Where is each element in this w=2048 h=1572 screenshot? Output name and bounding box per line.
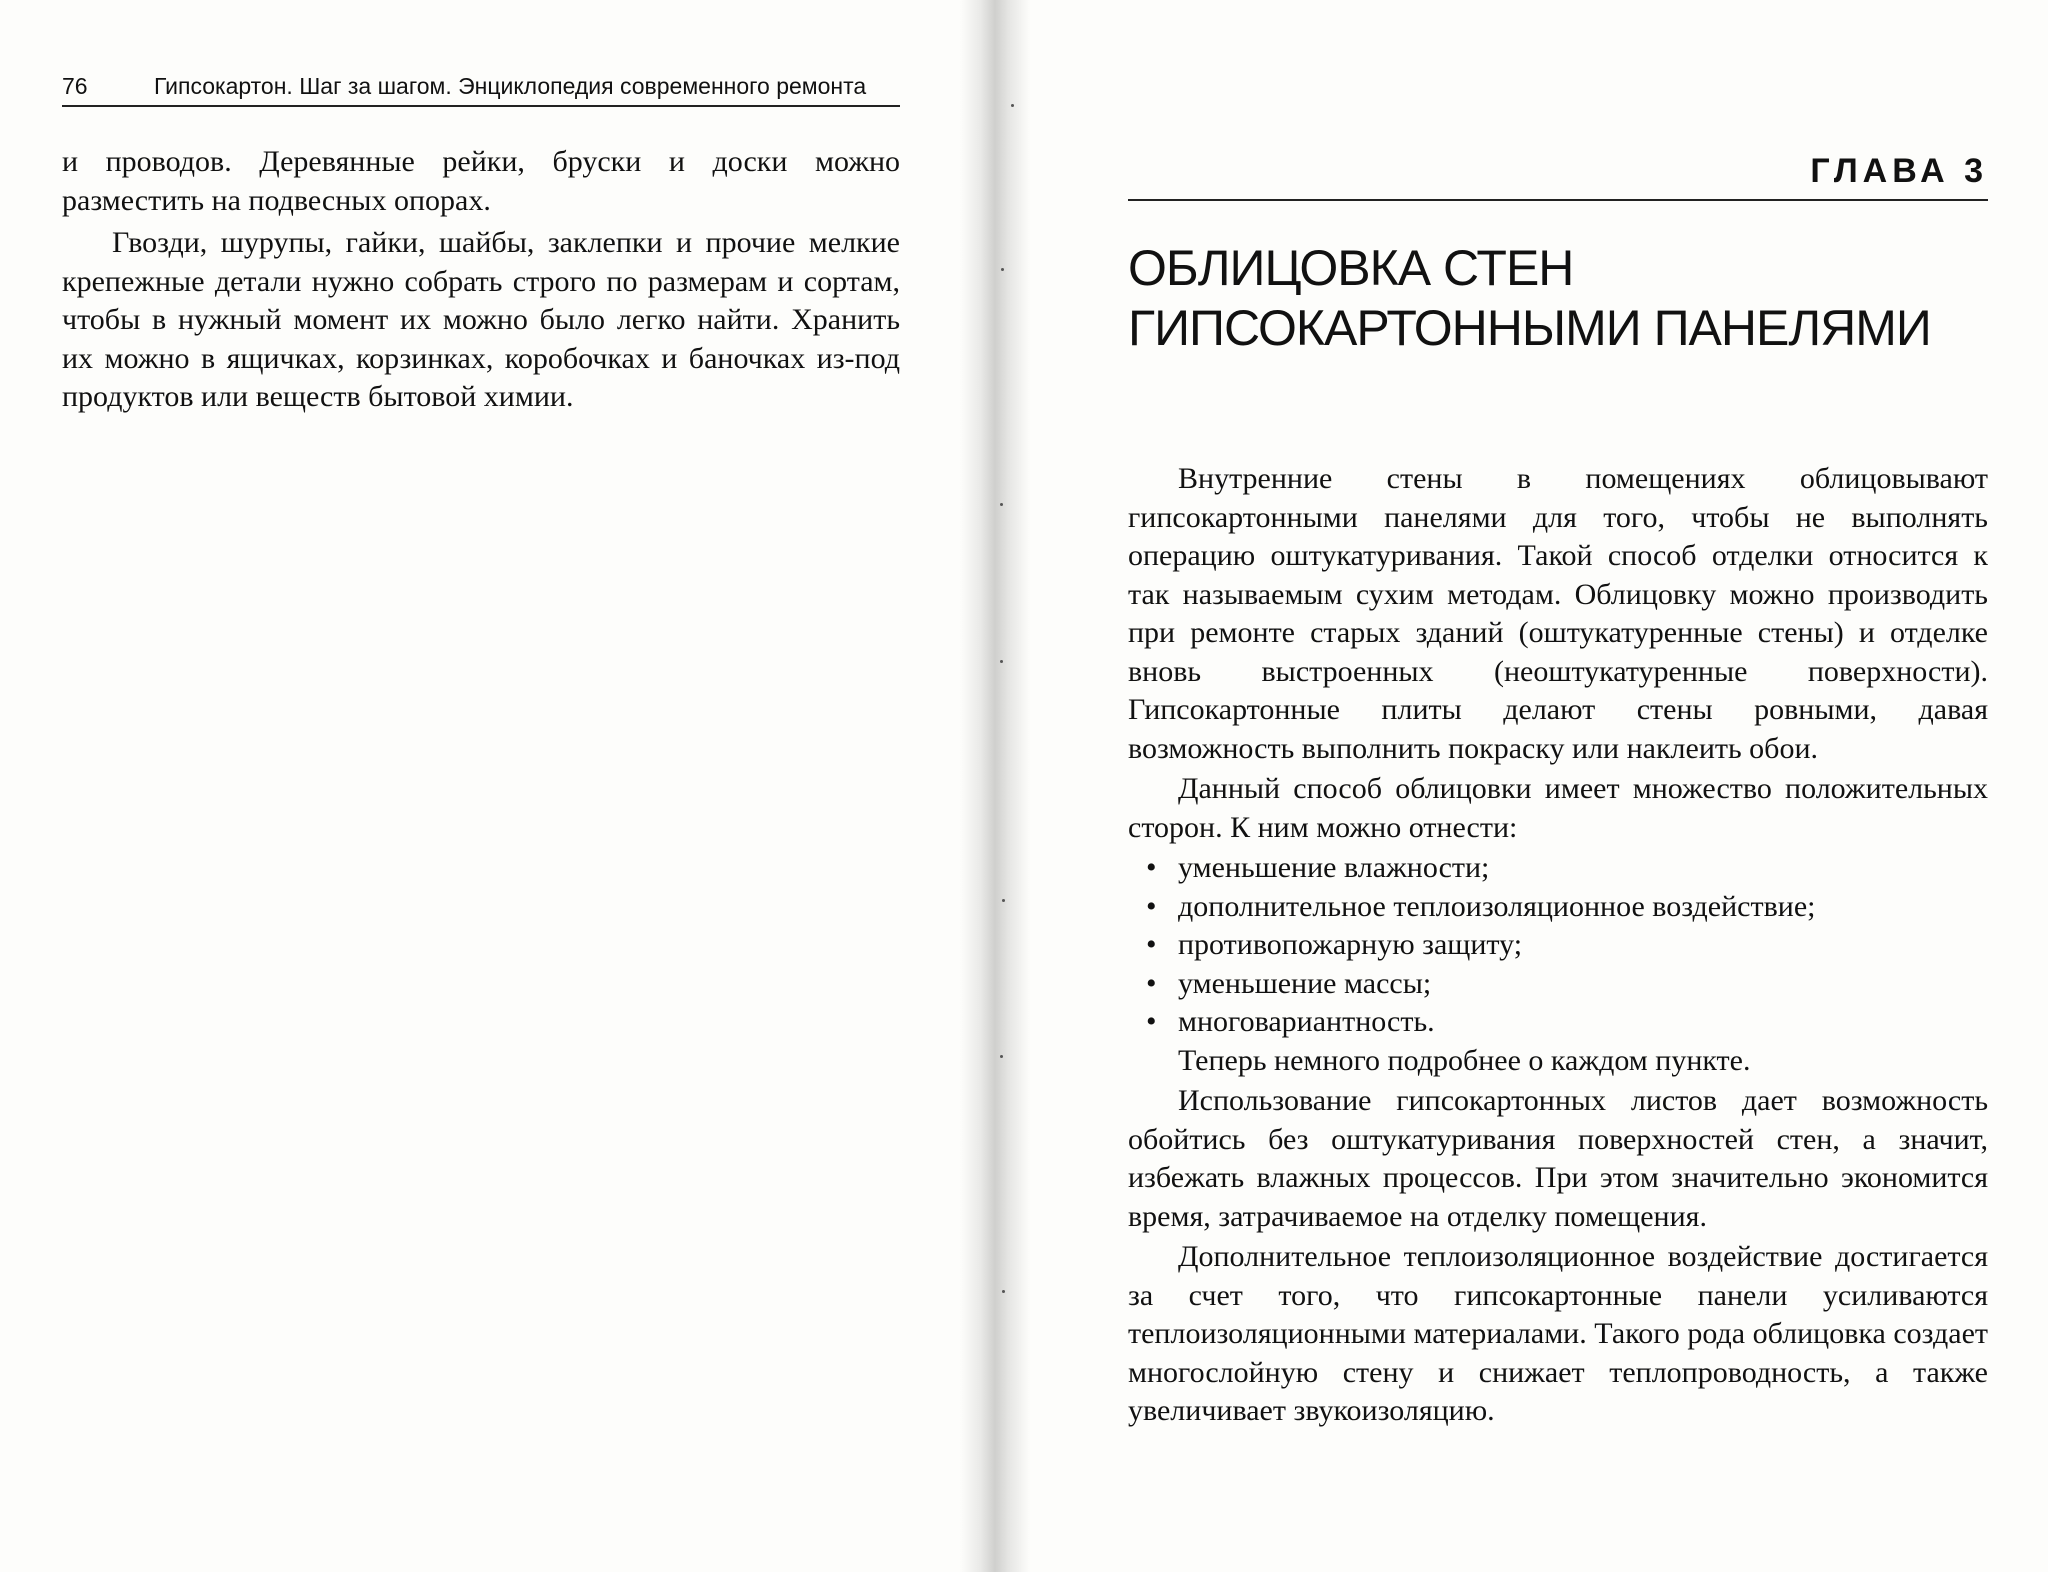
paragraph: Использование гипсокартонных листов дает возможность обойтись без оштукатуривания поверхностей стен, а значит, избежать влажных процессов. При этом значительно экономится время, затрачиваемое на отделку помещения. bbox=[1128, 1084, 1988, 1233]
gutter-speck bbox=[1000, 503, 1003, 506]
bullet-icon: • bbox=[1146, 889, 1157, 923]
book-gutter bbox=[960, 0, 1030, 1572]
list-item bbox=[1128, 1003, 1988, 1042]
running-head bbox=[62, 70, 900, 107]
page-number: 76 bbox=[62, 73, 88, 99]
bullet-icon: • bbox=[1146, 928, 1157, 961]
paragraph: Дополнительное теплоизоляционное воздействие достигается за счет того, что гипсокартонные панели усиливаются теплоизоляционными материалами. Такого рода облицовка создает многослойную стену и снижает теплопроводность, а также увеличивает звукоизоляцию. bbox=[1128, 1240, 1988, 1427]
paragraph: и проводов. Деревянные рейки, бруски и доски можно разместить на подвесных опорах. bbox=[62, 145, 900, 217]
gutter-speck bbox=[1002, 1290, 1005, 1293]
chapter-title-line: ГИПСОКАРТОННЫМИ ПАНЕЛЯМИ bbox=[1128, 300, 1931, 356]
left-page bbox=[0, 0, 960, 1572]
bullet-icon: • bbox=[1146, 966, 1157, 1000]
gutter-speck bbox=[1011, 104, 1014, 107]
list-item-text: уменьшение массы; bbox=[1178, 966, 1432, 1000]
bullet-icon: • bbox=[1146, 1005, 1157, 1038]
detail-intro: Теперь немного подробнее о каждом пункте. bbox=[1178, 1043, 1751, 1077]
list-item-text: дополнительное теплоизоляционное воздействие; bbox=[1178, 889, 1816, 923]
right-page bbox=[1030, 0, 2048, 1572]
gutter-speck bbox=[1000, 660, 1003, 663]
chapter-rule bbox=[1128, 199, 1988, 201]
list-item bbox=[1128, 926, 1988, 965]
list-item-text: многовариантность. bbox=[1178, 1005, 1435, 1038]
intro-paragraph: Внутренние стены в помещениях облицовывают гипсокартонными панелями для того, чтобы не выполнять операцию оштукатуривания. Такой способ отделки относится к так называемым сухим методам. Облицовку можно производить при ремонте старых зданий (оштукатуренные стены) и отделке вновь выстроенных (неоштукатуренные поверхности). Гипсокартонные плиты делают стены ровными, давая возможность выполнить покраску или наклеить обои. bbox=[1128, 462, 1988, 765]
list-item bbox=[1128, 888, 1988, 927]
list-item bbox=[1128, 965, 1988, 1004]
running-head-title: Гипсокартон. Шаг за шагом. Энциклопедия современного ремонта bbox=[154, 73, 867, 99]
paragraph: Гвозди, шурупы, гайки, шайбы, заклепки и прочие мелкие крепежные детали нужно собрать строго по размерам и сортам, чтобы в нужный момент их можно было легко найти. Хранить их можно в ящичках, корзинках, коробочках и баночках из-под продуктов или веществ бытовой химии. bbox=[62, 226, 900, 413]
gutter-speck bbox=[1000, 1055, 1003, 1058]
chapter-title-line: ОБЛИЦОВКА СТЕН bbox=[1128, 240, 1574, 296]
chapter-title bbox=[1128, 238, 1988, 358]
list-item-text: противопожарную защиту; bbox=[1178, 928, 1523, 961]
gutter-speck bbox=[1001, 268, 1004, 271]
chapter-label: ГЛАВА 3 bbox=[1810, 152, 1988, 190]
list-item bbox=[1128, 849, 1988, 888]
gutter-speck bbox=[1002, 899, 1005, 902]
advantages-intro: Данный способ облицовки имеет множество положительных сторон. К ним можно отнести: bbox=[1128, 772, 1988, 844]
bullet-icon: • bbox=[1146, 851, 1157, 884]
right-page-body bbox=[1128, 460, 1988, 1433]
advantages-list bbox=[1128, 849, 1988, 1042]
left-page-body bbox=[62, 143, 900, 421]
list-item-text: уменьшение влажности; bbox=[1178, 851, 1490, 884]
